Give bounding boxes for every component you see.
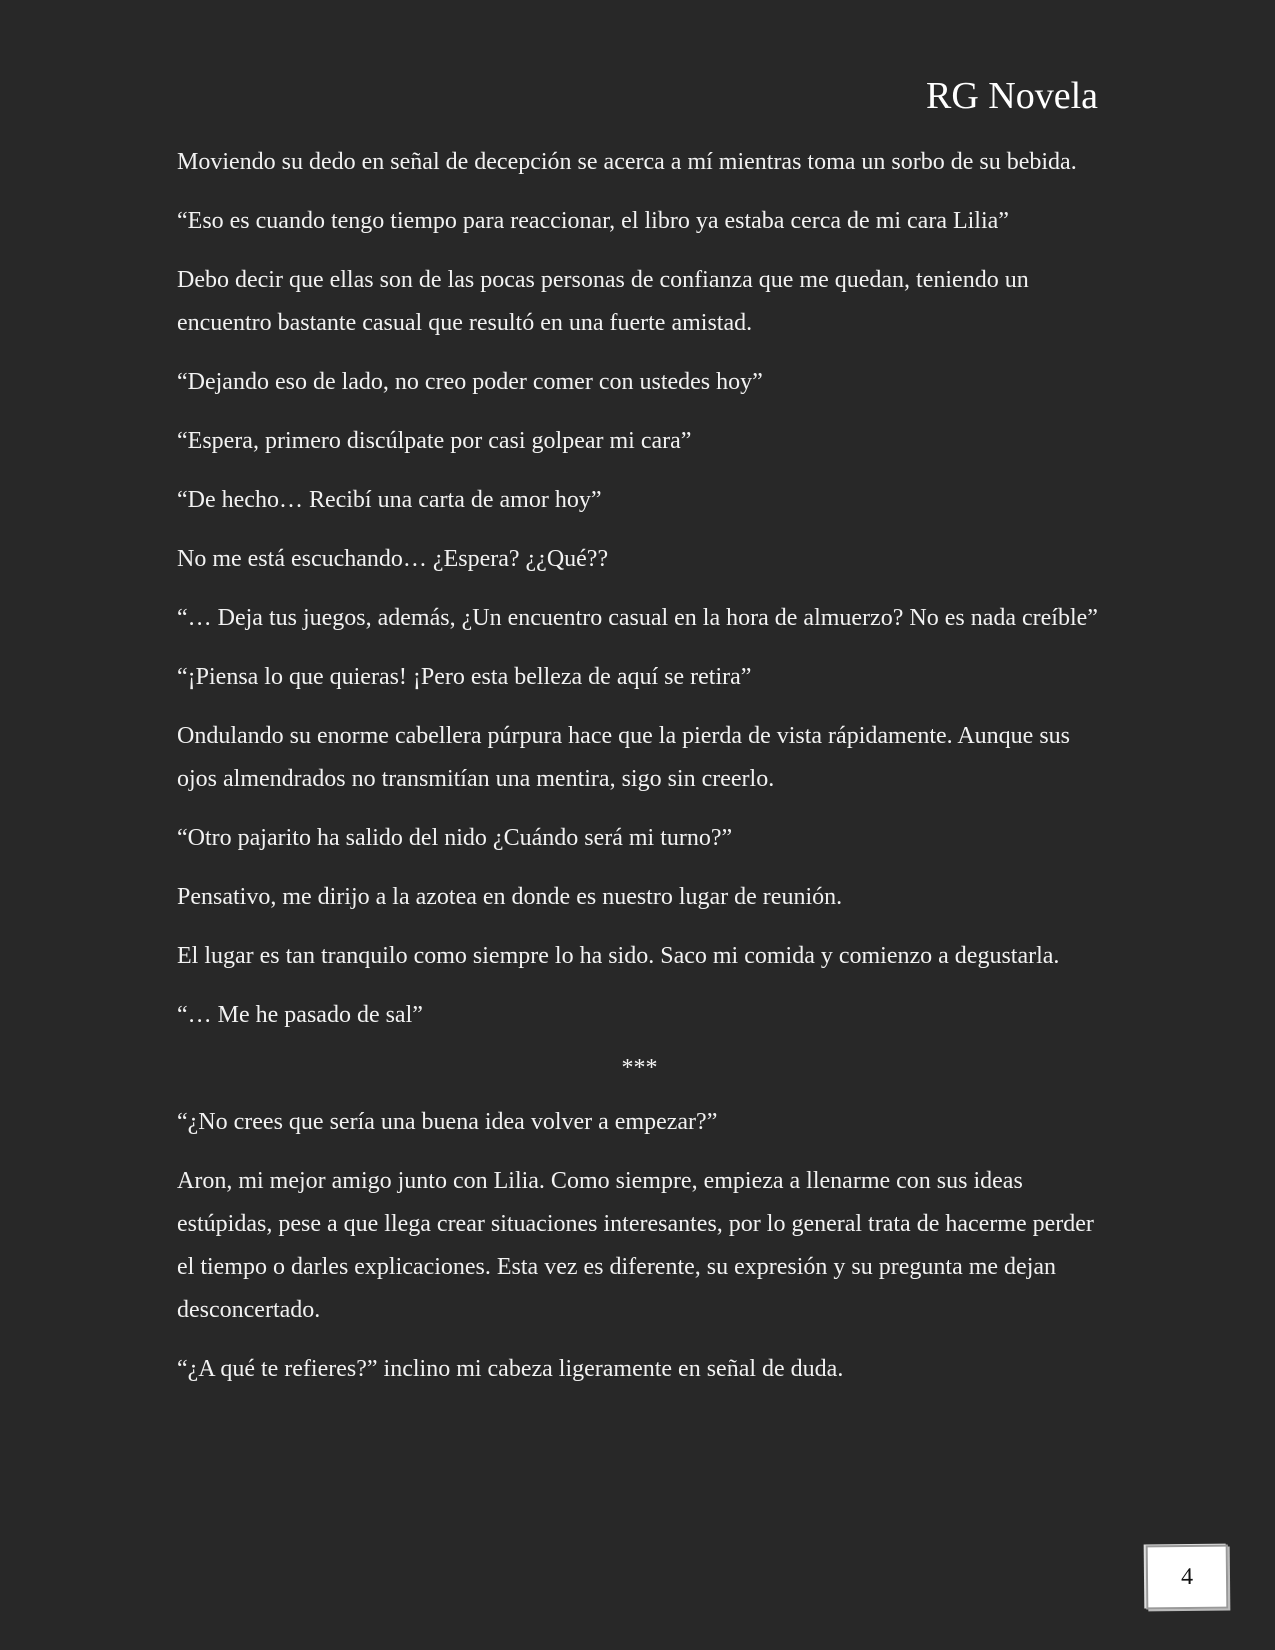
paragraph: El lugar es tan tranquilo como siempre lo ha sido. Saco mi comida y comienzo a degustarla. xyxy=(177,943,1060,969)
paragraph: Aron, mi mejor amigo junto con Lilia. Como siempre, empieza a llenarme con sus ideas estúpidas, pese a que llega crear situaciones interesantes, por lo general trata de hacerme perder el tiempo o darles explicaciones. Esta vez es diferente, su expresión y su pregunta me dejan desconcertado. xyxy=(177,1168,1094,1323)
paragraph: No me está escuchando… ¿Espera? ¿¿Qué?? xyxy=(177,546,609,572)
paragraph: “¡Piensa lo que quieras! ¡Pero esta belleza de aquí se retira” xyxy=(177,664,752,690)
paragraph: “… Deja tus juegos, además, ¿Un encuentro casual en la hora de almuerzo? No es nada creíble” xyxy=(177,605,1098,631)
page-number-badge xyxy=(1146,1545,1229,1610)
paragraph: “Eso es cuando tengo tiempo para reaccionar, el libro ya estaba cerca de mi cara Lilia” xyxy=(177,208,1009,234)
paragraph: Pensativo, me dirijo a la azotea en donde es nuestro lugar de reunión. xyxy=(177,884,843,910)
paragraph: “De hecho… Recibí una carta de amor hoy” xyxy=(177,487,602,513)
paragraph: “Dejando eso de lado, no creo poder comer con ustedes hoy” xyxy=(177,369,763,395)
document-body xyxy=(177,141,1102,1407)
paragraph: “¿A qué te refieres?” inclino mi cabeza ligeramente en señal de duda. xyxy=(177,1356,844,1382)
paragraph: Ondulando su enorme cabellera púrpura hace que la pierda de vista rápidamente. Aunque sus ojos almendrados no transmitían una mentira, sigo sin creerlo. xyxy=(177,723,1071,792)
scene-break: *** xyxy=(621,1055,658,1081)
paragraph: Moviendo su dedo en señal de decepción se acerca a mí mientras toma un sorbo de su bebida. xyxy=(177,149,1077,175)
paragraph: “¿No crees que sería una buena idea volver a empezar?” xyxy=(177,1109,718,1135)
paragraph: “… Me he pasado de sal” xyxy=(177,1002,423,1028)
page-header-title: RG Novela xyxy=(925,75,1098,117)
paragraph: “Otro pajarito ha salido del nido ¿Cuándo será mi turno?” xyxy=(177,825,733,851)
paragraph: “Espera, primero discúlpate por casi golpear mi cara” xyxy=(177,428,692,454)
paragraph: Debo decir que ellas son de las pocas personas de confianza que me quedan, teniendo un encuentro bastante casual que resultó en una fuerte amistad. xyxy=(177,267,1029,336)
page-number: 4 xyxy=(1180,1563,1194,1590)
